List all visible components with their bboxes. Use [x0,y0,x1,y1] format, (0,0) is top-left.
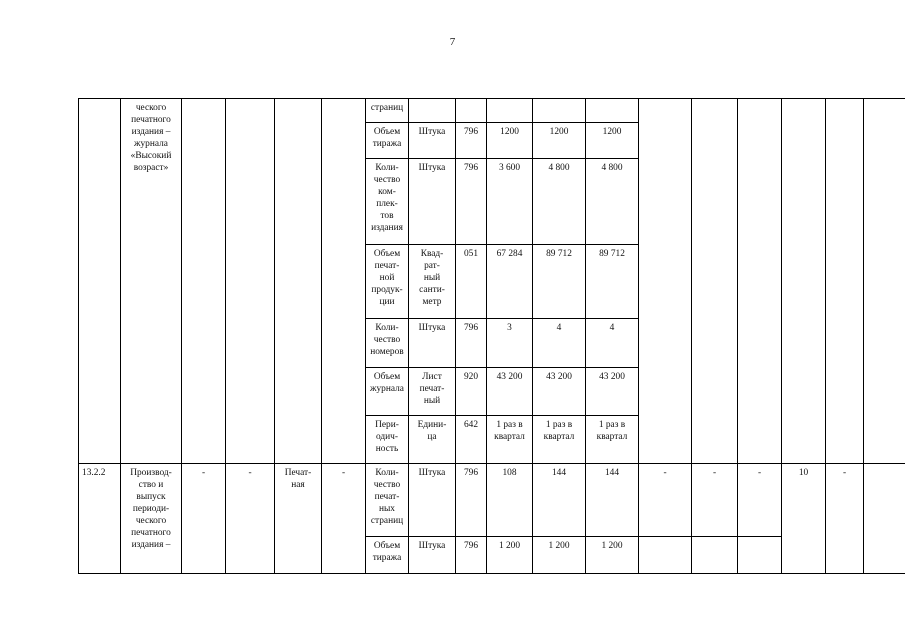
indicator-name-cell: Пери- одич- ность [366,416,409,464]
row1-description-cell: ческого печатного издания – журнала «Высокий возраст» [121,99,182,464]
indicator-value-cell: 1 раз в квартал [487,416,533,464]
indicator-code-cell: 642 [456,416,487,464]
indicator-value-cell: 1 200 [533,537,586,574]
indicator-value-cell: 43 200 [533,368,586,416]
services-table [78,98,905,574]
row1-empty-cell [738,99,782,464]
indicator-code-cell: 796 [456,319,487,368]
indicator-value-cell: 43 200 [586,368,639,416]
indicator-value-cell: 144 [586,464,639,537]
indicator-unit-cell: Штука [409,464,456,537]
indicator-name-cell: Объем тиража [366,123,409,159]
indicator-value-cell: 4 800 [586,159,639,245]
indicator-value-cell: 1 200 [487,537,533,574]
row2-trailing-cell: - [692,464,738,537]
row2-description-cell: Производ- ство и выпуск периоди- ческого печатного издания – [121,464,182,574]
row1-empty-cell [782,99,826,464]
row2-number-cell: 13.2.2 [79,464,121,574]
indicator-unit-cell: Едини- ца [409,416,456,464]
indicator-code-cell: 920 [456,368,487,416]
indicator-value-cell: 1200 [533,123,586,159]
row2-trailing-cell: - [639,464,692,537]
row2-dash-cell: - [226,464,275,574]
indicator-value-cell: 4 800 [533,159,586,245]
row2-trailing-cell: - [738,464,782,537]
indicator-value-cell [586,99,639,123]
indicator-value-cell: 4 [586,319,639,368]
indicator-value-cell: 144 [533,464,586,537]
indicator-value-cell: 3 [487,319,533,368]
table-row [79,99,905,123]
indicator-value-cell: 1 200 [586,537,639,574]
indicator-unit-cell: Штука [409,319,456,368]
indicator-unit-cell: Лист печат- ный [409,368,456,416]
row1-empty-cell [826,99,864,464]
row2-dash-cell: - [182,464,226,574]
indicator-value-cell: 1 раз в квартал [586,416,639,464]
indicator-value-cell: 89 712 [533,245,586,319]
indicator-value-cell: 1 раз в квартал [533,416,586,464]
row2-form-cell: Печат- ная [275,464,322,574]
indicator-name-cell: Объем печат- ной продук- ции [366,245,409,319]
row2-empty-cell [639,537,692,574]
indicator-name-cell: Объем тиража [366,537,409,574]
indicator-name-cell: Объем журнала [366,368,409,416]
indicator-name-cell: Коли- чество печат- ных страниц [366,464,409,537]
row1-empty-cell [226,99,275,464]
row1-empty-cell [182,99,226,464]
indicator-unit-cell: Штука [409,159,456,245]
indicator-name-cell: Коли- чество ком- плек- тов издания [366,159,409,245]
row2-trailing-cell: 10 [782,464,826,574]
indicator-value-cell: 3 600 [487,159,533,245]
row1-empty-cell [639,99,692,464]
row1-empty-cell [275,99,322,464]
indicator-code-cell: 796 [456,537,487,574]
indicator-code-cell: 796 [456,123,487,159]
row1-number-cell [79,99,121,464]
row2-dash-cell: - [322,464,366,574]
indicator-unit-cell: Квад- рат- ный санти- метр [409,245,456,319]
table-row [79,464,905,537]
row2-empty-cell [864,464,905,574]
indicator-value-cell: 1200 [487,123,533,159]
indicator-value-cell: 67 284 [487,245,533,319]
indicator-code-cell [456,99,487,123]
indicator-name-cell: страниц [366,99,409,123]
indicator-code-cell: 051 [456,245,487,319]
indicator-value-cell: 89 712 [586,245,639,319]
page-number: 7 [449,36,456,48]
indicator-value-cell [533,99,586,123]
indicator-value-cell: 1200 [586,123,639,159]
row2-empty-cell [738,537,782,574]
row2-empty-cell [692,537,738,574]
row1-empty-cell [864,99,905,464]
indicator-code-cell: 796 [456,159,487,245]
indicator-code-cell: 796 [456,464,487,537]
indicator-unit-cell [409,99,456,123]
indicator-name-cell: Коли- чество номеров [366,319,409,368]
indicator-value-cell: 43 200 [487,368,533,416]
indicator-value-cell [487,99,533,123]
row1-empty-cell [692,99,738,464]
indicator-unit-cell: Штука [409,123,456,159]
indicator-unit-cell: Штука [409,537,456,574]
indicator-value-cell: 4 [533,319,586,368]
row2-trailing-cell: - [826,464,864,574]
indicator-value-cell: 108 [487,464,533,537]
row1-empty-cell [322,99,366,464]
